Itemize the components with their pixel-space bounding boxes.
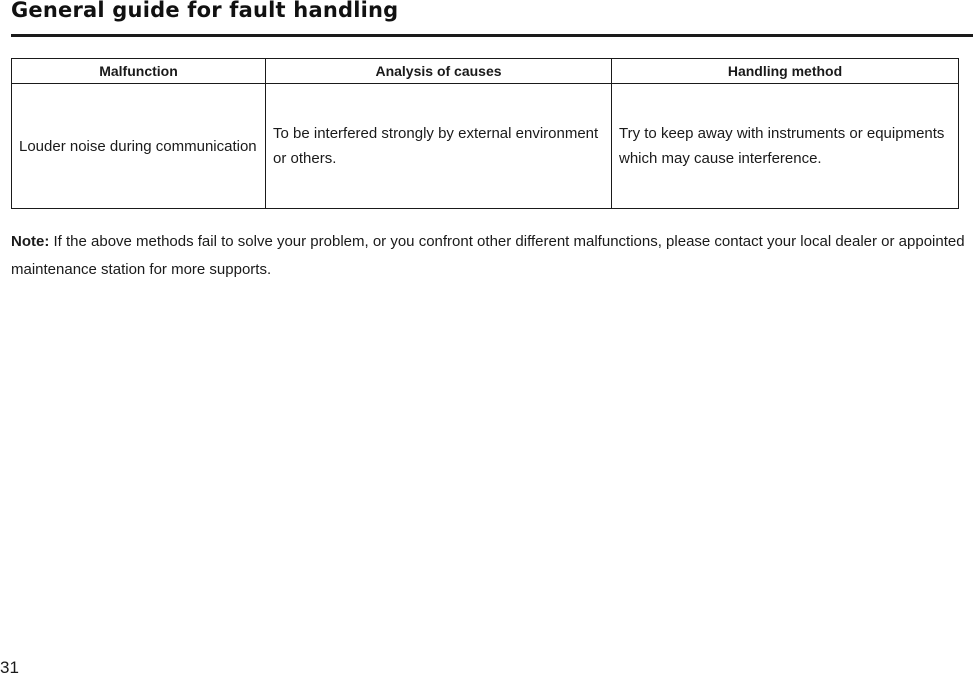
table-header-row — [12, 59, 959, 84]
page-title: General guide for fault handling — [11, 0, 399, 22]
cell-malfunction: Louder noise during communication — [12, 84, 266, 209]
note-paragraph — [11, 228, 966, 284]
title-divider — [11, 34, 973, 37]
header-handling-method: Handling method — [612, 59, 959, 84]
note-label: Note: — [11, 233, 50, 250]
header-analysis-of-causes: Analysis of causes — [266, 59, 612, 84]
page-number: 31 — [0, 658, 19, 677]
header-malfunction: Malfunction — [12, 59, 266, 84]
fault-handling-table — [11, 58, 959, 209]
note-text: If the above methods fail to solve your problem, or you confront other different malfunctions, please contact your local dealer or appointed maintenance station for more supports. — [11, 233, 965, 278]
cell-analysis: To be interfered strongly by external environment or others. — [266, 84, 612, 209]
table-row — [12, 84, 959, 209]
cell-handling: Try to keep away with instruments or equipments which may cause interference. — [612, 84, 959, 209]
